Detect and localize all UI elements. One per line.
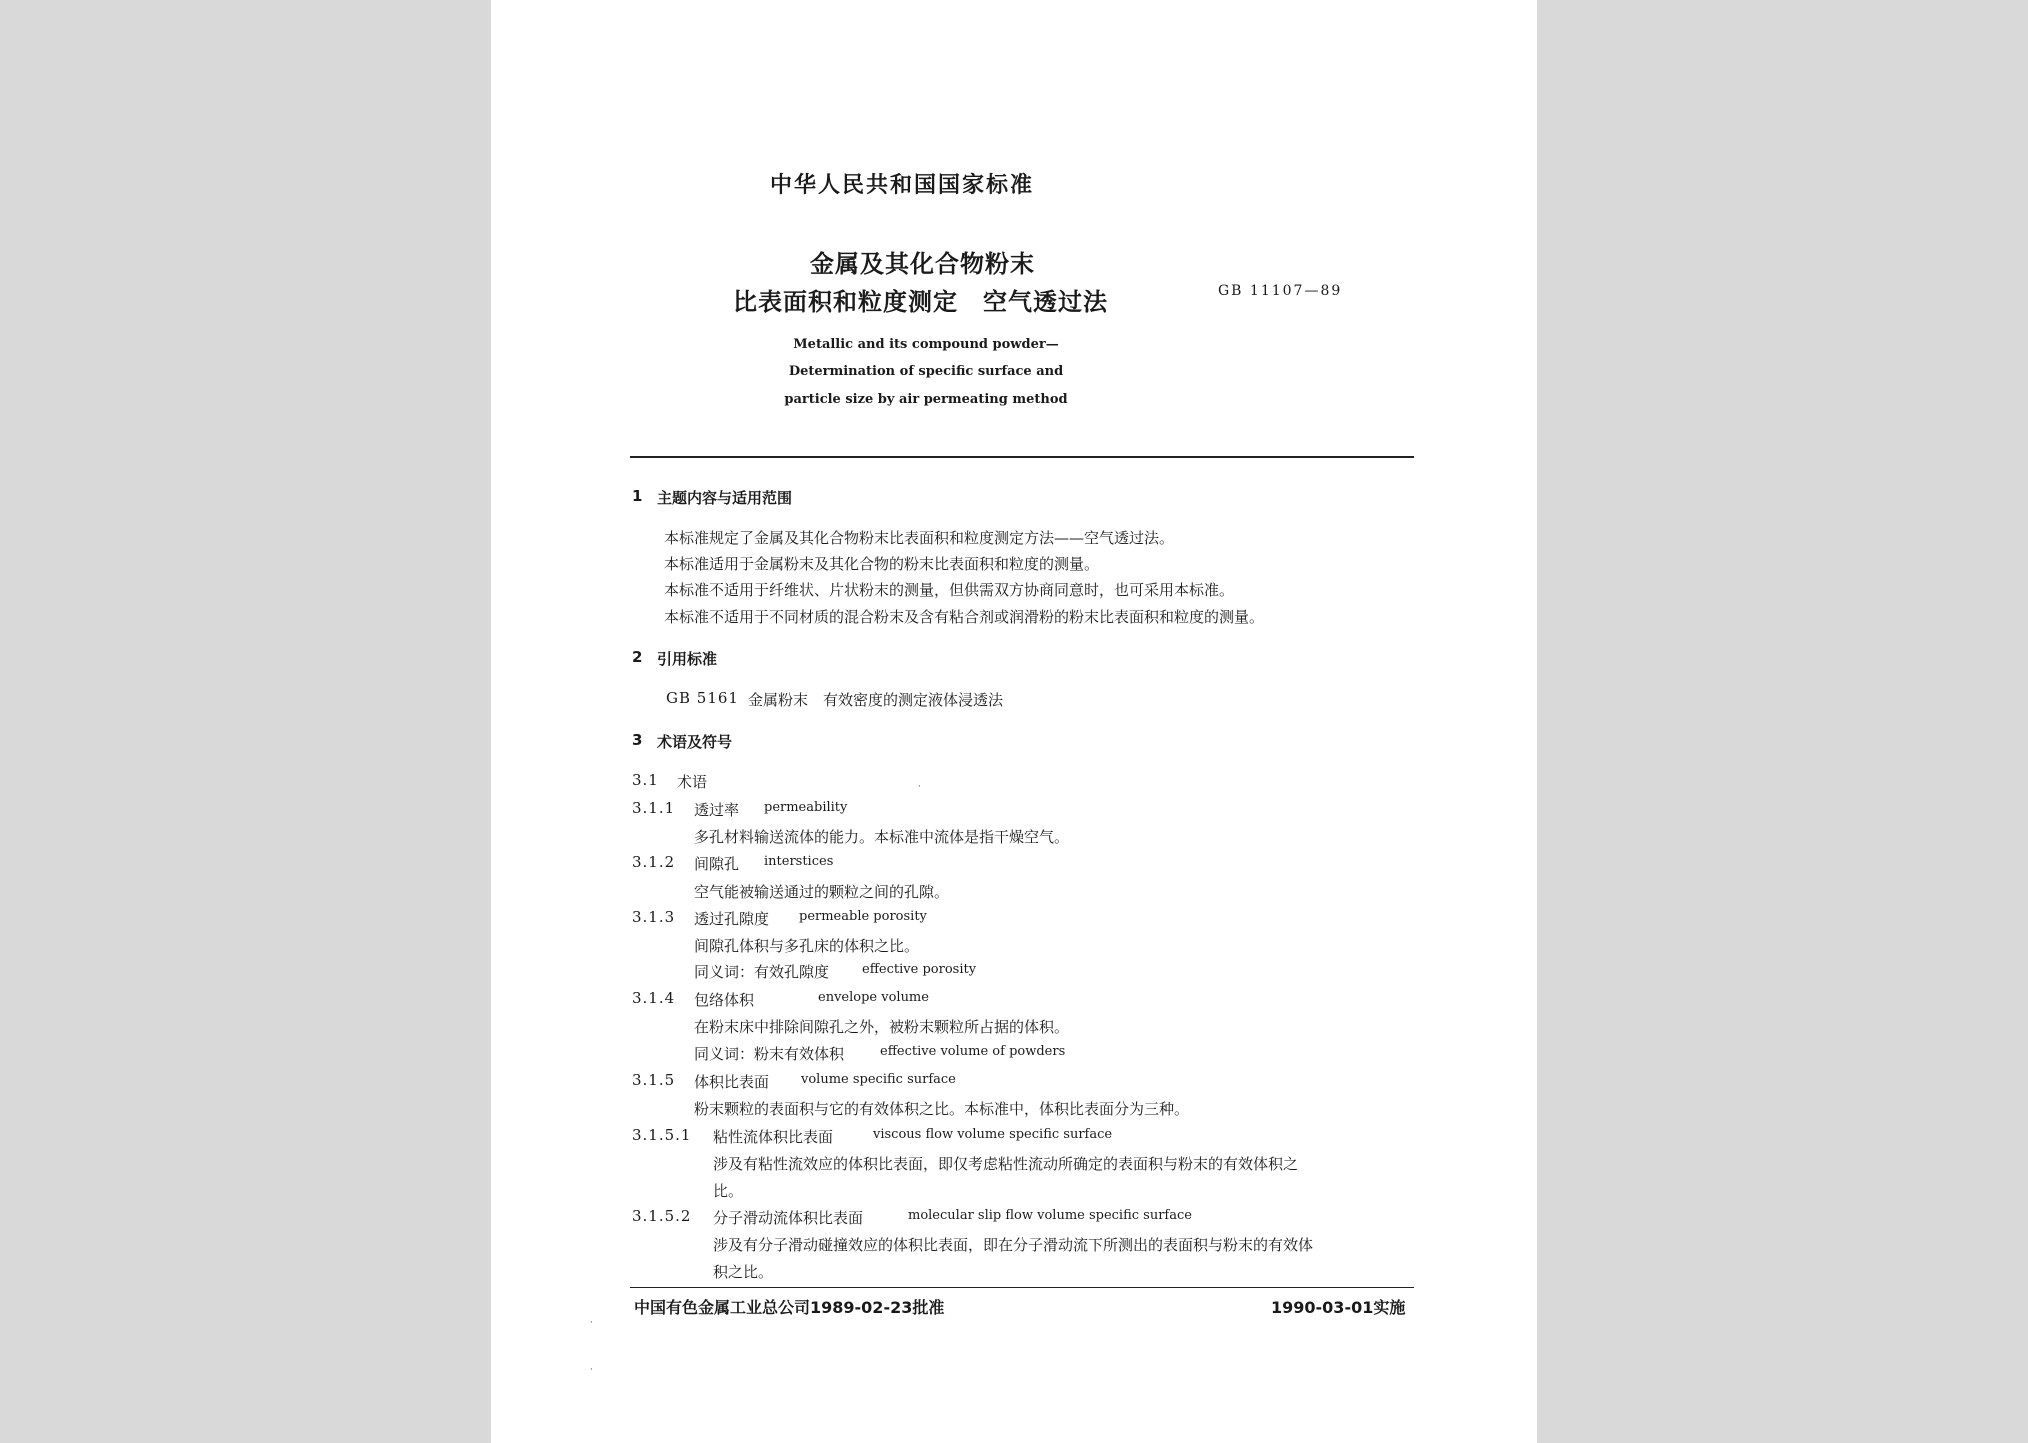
- approval-line: 中国有色金属工业总公司1989-02-23批准: [634, 1298, 945, 1317]
- term-3-number: 3.1.3: [632, 908, 676, 926]
- section-2-title: 引用标准: [657, 650, 718, 668]
- document-title-line2: 比表面积和粒度测定 空气透过法: [733, 288, 1108, 316]
- reference-title: 金属粉末 有效密度的测定液体浸透法: [748, 691, 1004, 709]
- english-title-line3: particle size by air permeating method: [784, 392, 1068, 407]
- term-3-synonym: 同义词：有效孔隙度: [694, 963, 830, 981]
- term-5-2-number: 3.1.5.2: [632, 1207, 692, 1225]
- footer-divider: [630, 1287, 1414, 1288]
- term-4-definition: 在粉末床中排除间隙孔之外，被粉末颗粒所占据的体积。: [694, 1018, 1070, 1036]
- term-4-synonym: 同义词：粉末有效体积: [694, 1045, 845, 1063]
- term-5-2-english: molecular slip flow volume specific surface: [908, 1208, 1192, 1223]
- term-3-english: permeable porosity: [799, 909, 927, 924]
- term-2-definition: 空气能被输送通过的颗粒之间的孔隙。: [694, 883, 950, 901]
- document-title-line1: 金属及其化合物粉末: [810, 250, 1035, 278]
- section-1-para-1: 本标准规定了金属及其化合物粉末比表面积和粒度测定方法——空气透过法。: [664, 529, 1175, 547]
- term-5-1-definition-line1: 涉及有粘性流效应的体积比表面，即仅考虑粘性流动所确定的表面积与粉末的有效体积之: [713, 1155, 1299, 1173]
- section-3-number: 3: [632, 731, 643, 749]
- term-2-english: interstices: [764, 854, 834, 869]
- term-2-number: 3.1.2: [632, 853, 676, 871]
- national-standard-heading: 中华人民共和国国家标准: [770, 173, 1035, 198]
- section-3-title: 术语及符号: [657, 733, 733, 751]
- english-title-line2: Determination of specific surface and: [788, 364, 1064, 379]
- clause-3-1-title: 术语: [677, 773, 708, 791]
- term-2-chinese: 间隙孔: [694, 855, 740, 873]
- section-1-para-2: 本标准适用于金属粉末及其化合物的粉末比表面积和粒度的测量。: [664, 555, 1100, 573]
- term-5-2-definition-line1: 涉及有分子滑动碰撞效应的体积比表面，即在分子滑动流下所测出的表面积与粉末的有效体: [713, 1236, 1314, 1254]
- scan-speck: ·: [590, 1318, 593, 1328]
- scan-speck: ·: [590, 1365, 593, 1375]
- term-4-chinese: 包络体积: [694, 991, 755, 1009]
- term-3-chinese: 透过孔隙度: [694, 910, 770, 928]
- effective-date: 1990-03-01实施: [1271, 1298, 1406, 1317]
- section-1-para-3: 本标准不适用于纤维状、片状粉末的测量，但供需双方协商同意时，也可采用本标准。: [664, 581, 1235, 599]
- term-1-english: permeability: [764, 800, 848, 815]
- term-3-definition: 间隙孔体积与多孔床的体积之比。: [694, 937, 920, 955]
- term-5-2-definition-line2: 积之比。: [713, 1263, 774, 1281]
- term-3-synonym-english: effective porosity: [862, 962, 977, 977]
- clause-3-1-number: 3.1: [632, 771, 659, 789]
- term-4-synonym-english: effective volume of powders: [880, 1044, 1066, 1059]
- term-4-number: 3.1.4: [632, 989, 676, 1007]
- term-5-1-chinese: 粘性流体积比表面: [713, 1128, 834, 1146]
- term-5-1-english: viscous flow volume specific surface: [873, 1127, 1113, 1142]
- standard-code: GB 11107—89: [1218, 283, 1343, 299]
- scan-speck: ·: [918, 782, 921, 792]
- term-5-chinese: 体积比表面: [694, 1073, 770, 1091]
- section-2-number: 2: [632, 648, 643, 666]
- term-5-english: volume specific surface: [801, 1072, 956, 1087]
- term-1-definition: 多孔材料输送流体的能力。本标准中流体是指干燥空气。: [694, 828, 1070, 846]
- english-title-line1: Metallic and its compound powder—: [793, 337, 1059, 352]
- section-1-number: 1: [632, 487, 643, 505]
- term-1-chinese: 透过率: [694, 801, 740, 819]
- term-1-number: 3.1.1: [632, 799, 676, 817]
- term-5-2-chinese: 分子滑动流体积比表面: [713, 1209, 864, 1227]
- term-5-number: 3.1.5: [632, 1071, 676, 1089]
- header-divider: [630, 456, 1414, 458]
- term-5-1-definition-line2: 比。: [713, 1182, 744, 1200]
- term-4-english: envelope volume: [818, 990, 929, 1005]
- section-1-para-4: 本标准不适用于不同材质的混合粉末及含有粘合剂或润滑粉的粉末比表面积和粒度的测量。: [664, 608, 1265, 626]
- section-1-title: 主题内容与适用范围: [657, 489, 793, 507]
- document-page: [491, 0, 1537, 1443]
- reference-code: GB 5161: [666, 689, 739, 707]
- term-5-1-number: 3.1.5.1: [632, 1126, 692, 1144]
- term-5-definition: 粉末颗粒的表面积与它的有效体积之比。本标准中，体积比表面分为三种。: [694, 1100, 1190, 1118]
